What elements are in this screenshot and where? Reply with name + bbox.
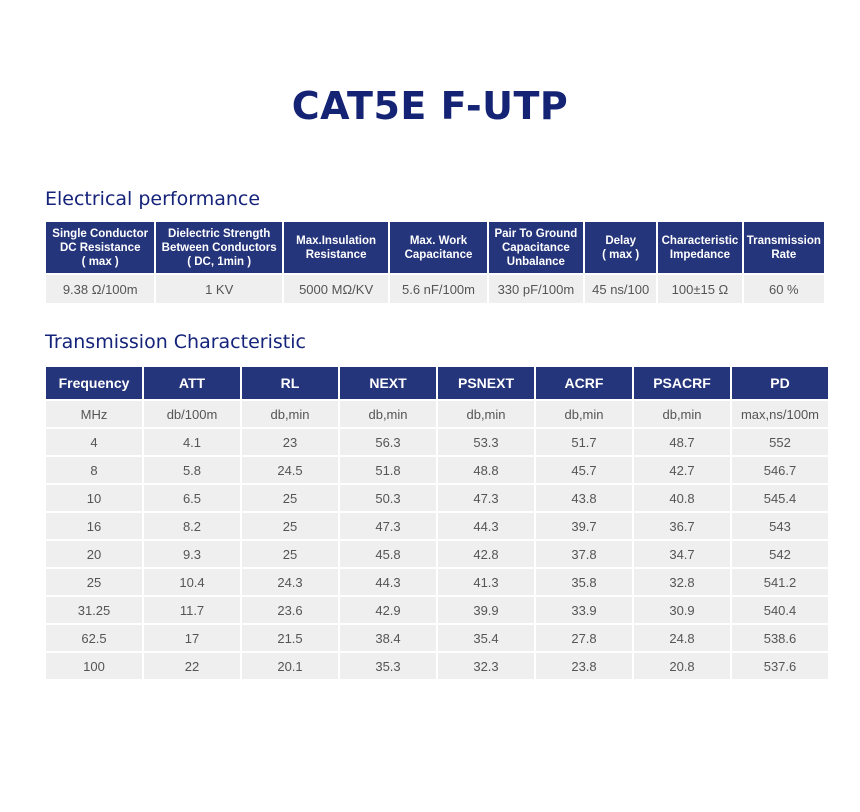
table-cell: 40.8 [634, 485, 730, 511]
electrical-header-cell [744, 222, 824, 273]
transmission-header-cell: ATT [144, 367, 240, 399]
table-cell: 47.3 [340, 513, 436, 539]
table-cell: 17 [144, 625, 240, 651]
table-cell: 16 [46, 513, 142, 539]
electrical-value-cell: 100±15 Ω [658, 275, 741, 303]
header-text-line: Single Conductor [52, 227, 149, 240]
table-row [46, 541, 828, 567]
table-cell: 31.25 [46, 597, 142, 623]
table-cell: 36.7 [634, 513, 730, 539]
table-cell: 537.6 [732, 653, 828, 679]
table-cell: 47.3 [438, 485, 534, 511]
transmission-header-cell: PD [732, 367, 828, 399]
table-row [46, 429, 828, 455]
electrical-value-cell: 5.6 nF/100m [390, 275, 486, 303]
header-text-line: ( max ) [81, 255, 119, 268]
electrical-section-title: Electrical performance [45, 188, 261, 210]
table-cell: 543 [732, 513, 828, 539]
transmission-section-title: Transmission Characteristic [45, 331, 306, 353]
header-text-line: Max.Insulation [296, 234, 377, 247]
table-row [46, 653, 828, 679]
table-cell: 20.8 [634, 653, 730, 679]
table-cell: 21.5 [242, 625, 338, 651]
header-text-line: DC Resistance [59, 241, 141, 254]
table-cell: 10.4 [144, 569, 240, 595]
table-cell: 37.8 [536, 541, 632, 567]
table-row [46, 485, 828, 511]
electrical-value-cell: 60 % [744, 275, 824, 303]
transmission-header-cell: PSNEXT [438, 367, 534, 399]
unit-cell: db/100m [144, 401, 240, 427]
table-cell: 25 [242, 513, 338, 539]
table-cell: 4.1 [144, 429, 240, 455]
header-text-line: Max. Work [409, 234, 468, 247]
transmission-header-cell: Frequency [46, 367, 142, 399]
table-cell: 51.7 [536, 429, 632, 455]
electrical-value-cell: 330 pF/100m [489, 275, 583, 303]
header-text-line: Impedance [669, 248, 730, 261]
table-cell: 542 [732, 541, 828, 567]
unit-cell: db,min [242, 401, 338, 427]
table-cell: 48.7 [634, 429, 730, 455]
table-cell: 24.3 [242, 569, 338, 595]
table-cell: 22 [144, 653, 240, 679]
table-cell: 53.3 [438, 429, 534, 455]
table-cell: 44.3 [340, 569, 436, 595]
table-cell: 546.7 [732, 457, 828, 483]
table-cell: 50.3 [340, 485, 436, 511]
electrical-header-row [46, 222, 824, 273]
electrical-header-cell [658, 222, 741, 273]
table-cell: 540.4 [732, 597, 828, 623]
table-cell: 42.9 [340, 597, 436, 623]
table-cell: 545.4 [732, 485, 828, 511]
table-row [46, 457, 828, 483]
electrical-header-cell [489, 222, 583, 273]
header-text-line: Capacitance [404, 248, 473, 261]
table-cell: 24.8 [634, 625, 730, 651]
table-cell: 8 [46, 457, 142, 483]
table-cell: 23 [242, 429, 338, 455]
header-text-line: Unbalance [506, 255, 565, 268]
unit-cell: db,min [536, 401, 632, 427]
table-cell: 48.8 [438, 457, 534, 483]
header-text-line: Pair To Ground [494, 227, 578, 240]
electrical-header-cell [284, 222, 388, 273]
table-cell: 541.2 [732, 569, 828, 595]
table-cell: 20.1 [242, 653, 338, 679]
transmission-header-cell: PSACRF [634, 367, 730, 399]
table-cell: 39.7 [536, 513, 632, 539]
electrical-header-cell [156, 222, 281, 273]
header-text-line: Resistance [305, 248, 367, 261]
table-cell: 35.8 [536, 569, 632, 595]
electrical-value-cell: 1 KV [156, 275, 281, 303]
table-cell: 38.4 [340, 625, 436, 651]
header-text-line: Transmission [746, 234, 821, 247]
table-cell: 6.5 [144, 485, 240, 511]
table-cell: 552 [732, 429, 828, 455]
transmission-header-cell: NEXT [340, 367, 436, 399]
table-cell: 10 [46, 485, 142, 511]
table-cell: 23.8 [536, 653, 632, 679]
table-cell: 30.9 [634, 597, 730, 623]
unit-cell: db,min [340, 401, 436, 427]
table-cell: 34.7 [634, 541, 730, 567]
unit-cell: db,min [634, 401, 730, 427]
header-text-line: ( max ) [602, 248, 640, 261]
table-cell: 25 [46, 569, 142, 595]
unit-cell: max,ns/100m [732, 401, 828, 427]
table-cell: 33.9 [536, 597, 632, 623]
header-text-line: ( DC, 1min ) [187, 255, 252, 268]
table-cell: 45.7 [536, 457, 632, 483]
table-cell: 4 [46, 429, 142, 455]
table-cell: 56.3 [340, 429, 436, 455]
table-row [46, 569, 828, 595]
page-title: CAT5E F-UTP [291, 84, 569, 128]
table-cell: 35.4 [438, 625, 534, 651]
transmission-header-row [46, 367, 828, 399]
header-text-line: Between Conductors [161, 241, 277, 254]
table-cell: 41.3 [438, 569, 534, 595]
table-row [46, 625, 828, 651]
table-cell: 5.8 [144, 457, 240, 483]
electrical-header-cell [585, 222, 656, 273]
electrical-performance-table [44, 220, 826, 305]
table-cell: 11.7 [144, 597, 240, 623]
table-cell: 32.3 [438, 653, 534, 679]
header-text-line: Rate [771, 248, 797, 261]
transmission-table-body [46, 401, 828, 679]
unit-cell: MHz [46, 401, 142, 427]
table-cell: 62.5 [46, 625, 142, 651]
table-cell: 27.8 [536, 625, 632, 651]
electrical-value-row [46, 275, 824, 303]
table-cell: 25 [242, 485, 338, 511]
table-cell: 25 [242, 541, 338, 567]
table-cell: 42.7 [634, 457, 730, 483]
table-cell: 538.6 [732, 625, 828, 651]
table-cell: 20 [46, 541, 142, 567]
table-cell: 9.3 [144, 541, 240, 567]
table-cell: 51.8 [340, 457, 436, 483]
electrical-header-cell [390, 222, 486, 273]
transmission-characteristic-table [44, 365, 830, 681]
table-cell: 39.9 [438, 597, 534, 623]
electrical-value-cell: 9.38 Ω/100m [46, 275, 154, 303]
table-cell: 23.6 [242, 597, 338, 623]
table-cell: 8.2 [144, 513, 240, 539]
units-row [46, 401, 828, 427]
header-text-line: Capacitance [501, 241, 570, 254]
table-cell: 32.8 [634, 569, 730, 595]
transmission-header-cell: RL [242, 367, 338, 399]
table-cell: 43.8 [536, 485, 632, 511]
header-text-line: Delay [605, 234, 637, 247]
header-text-line: Dielectric Strength [168, 227, 271, 240]
table-cell: 44.3 [438, 513, 534, 539]
header-text-line: Characteristic [661, 234, 739, 247]
table-row [46, 513, 828, 539]
electrical-header-cell [46, 222, 154, 273]
transmission-header-cell: ACRF [536, 367, 632, 399]
table-cell: 42.8 [438, 541, 534, 567]
table-cell: 100 [46, 653, 142, 679]
table-cell: 35.3 [340, 653, 436, 679]
unit-cell: db,min [438, 401, 534, 427]
table-row [46, 597, 828, 623]
table-cell: 24.5 [242, 457, 338, 483]
table-cell: 45.8 [340, 541, 436, 567]
electrical-value-cell: 45 ns/100 [585, 275, 656, 303]
electrical-value-cell: 5000 MΩ/KV [284, 275, 388, 303]
